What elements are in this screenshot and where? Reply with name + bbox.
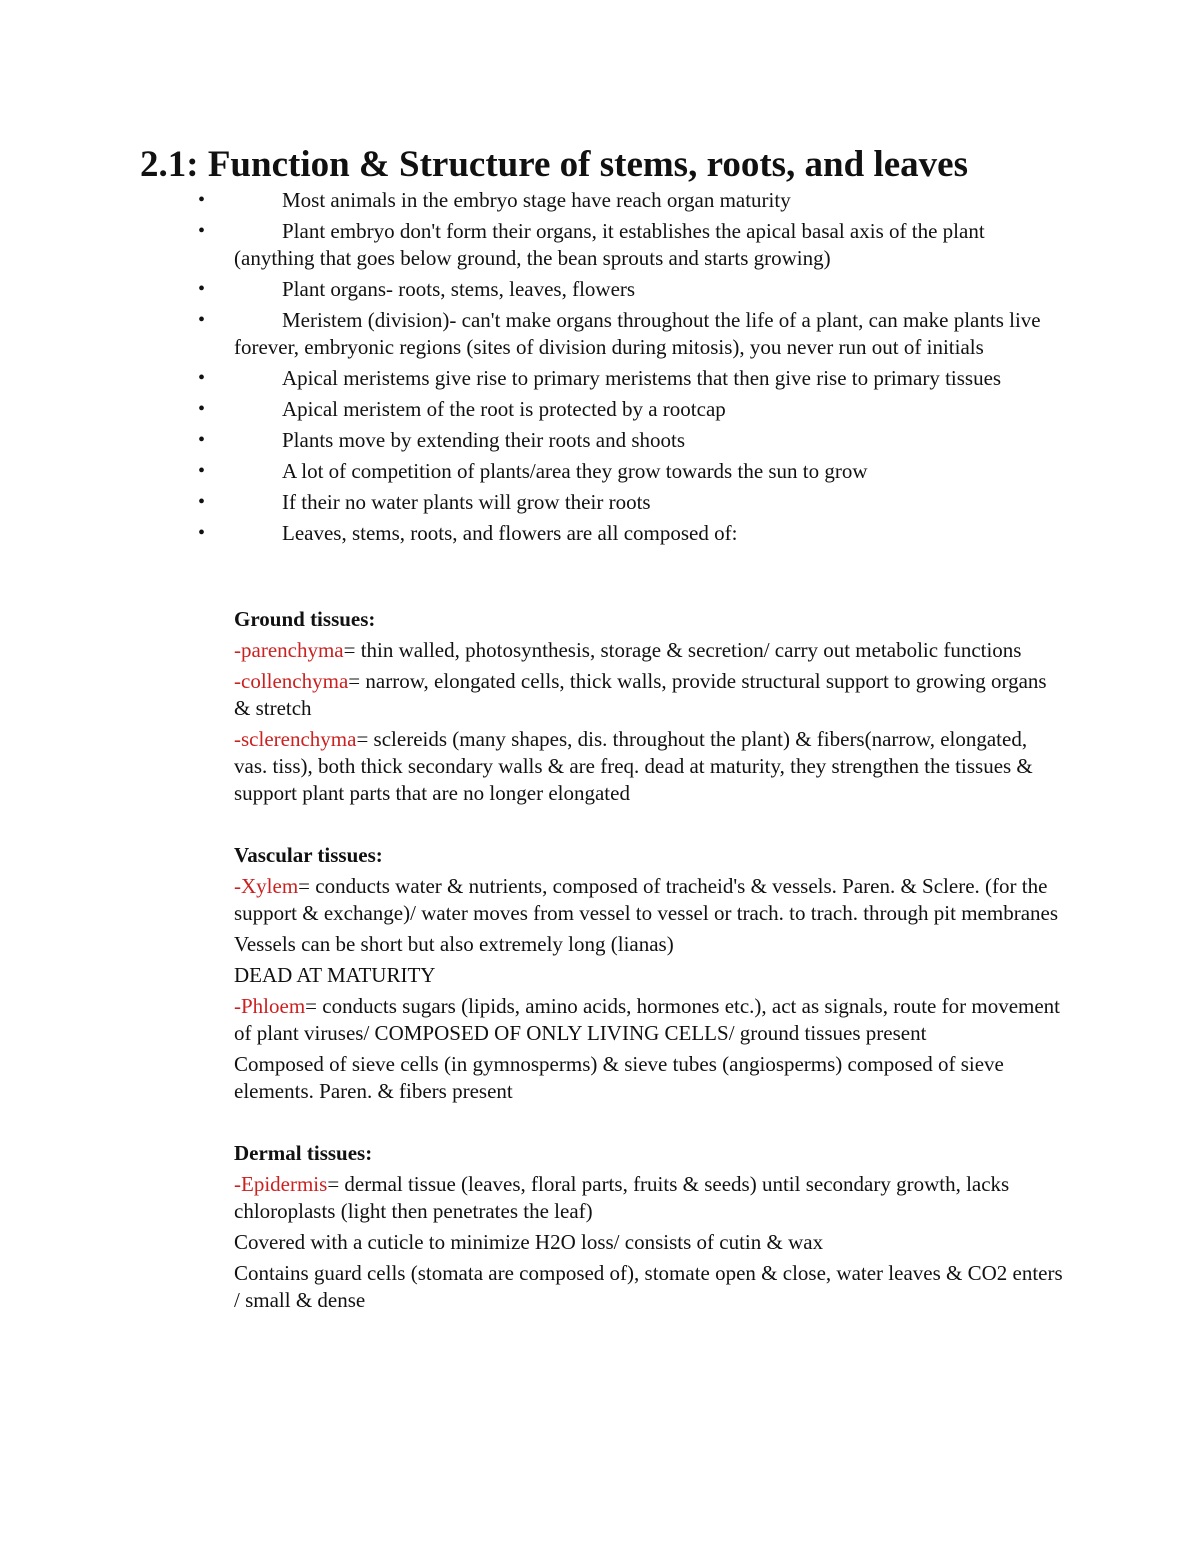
vascular-tissues-section bbox=[234, 842, 1064, 1105]
bullet-text: Most animals in the embryo stage have reach organ maturity bbox=[282, 188, 791, 212]
list-item bbox=[0, 489, 1064, 516]
definition-text: = dermal tissue (leaves, floral parts, fruits & seeds) until secondary growth, lacks chloroplasts (light then penetrates the leaf) bbox=[234, 1172, 1010, 1223]
phloem-definition bbox=[234, 993, 1064, 1047]
term-phloem: Phloem bbox=[241, 994, 306, 1018]
page-title: 2.1: Function & Structure of stems, roots, and leaves bbox=[140, 144, 968, 185]
term-dash: - bbox=[234, 874, 241, 898]
list-item bbox=[0, 458, 1064, 485]
epidermis-definition bbox=[234, 1171, 1064, 1225]
list-item bbox=[0, 396, 1064, 423]
bullet-icon: • bbox=[198, 460, 206, 482]
list-item bbox=[0, 365, 1064, 392]
term-epidermis: Epidermis bbox=[241, 1172, 328, 1196]
bullet-text: A lot of competition of plants/area they grow towards the sun to grow bbox=[282, 459, 868, 483]
list-item bbox=[0, 276, 1064, 303]
bullet-text: Apical meristems give rise to primary meristems that then give rise to primary tissues bbox=[282, 366, 1002, 390]
spacer bbox=[234, 811, 1064, 842]
bullet-icon: • bbox=[198, 220, 206, 242]
bullet-text: If their no water plants will grow their roots bbox=[282, 490, 651, 514]
bullet-text: Apical meristem of the root is protected by a rootcap bbox=[282, 397, 726, 421]
dermal-tissues-heading: Dermal tissues: bbox=[234, 1141, 373, 1165]
term-xylem: Xylem bbox=[241, 874, 299, 898]
bullet-icon: • bbox=[198, 278, 206, 300]
bullet-icon: • bbox=[198, 491, 206, 513]
definition-text: = sclereids (many shapes, dis. throughout the plant) & fibers(narrow, elongated, vas. tiss), both thick secondary walls & are freq. dead at maturity, they strengthen the tissues & support plant parts that are no longer elongated bbox=[234, 727, 1033, 805]
sclerenchyma-definition bbox=[234, 726, 1064, 807]
term-dash: - bbox=[234, 669, 241, 693]
bullet-icon: • bbox=[198, 522, 206, 544]
bullet-text: Plant embryo don't form their organs, it establishes the apical basal axis of the plant (anything that goes below ground, the bean sprouts and starts growing) bbox=[234, 219, 985, 270]
list-item bbox=[0, 520, 1064, 547]
collenchyma-definition bbox=[234, 668, 1064, 722]
bullet-text: Plants move by extending their roots and shoots bbox=[282, 428, 686, 452]
tissue-notes bbox=[234, 606, 1064, 1318]
list-item bbox=[0, 307, 1064, 361]
bullet-text: Meristem (division)- can't make organs throughout the life of a plant, can make plants live forever, embryonic regions (sites of division during mitosis), you never run out of initials bbox=[234, 308, 1041, 359]
bullet-text: Plant organs- roots, stems, leaves, flowers bbox=[282, 277, 636, 301]
epidermis-note: Covered with a cuticle to minimize H2O loss/ consists of cutin & wax bbox=[234, 1230, 824, 1254]
bullet-icon: • bbox=[198, 429, 206, 451]
definition-text: = conducts water & nutrients, composed of tracheid's & vessels. Paren. & Sclere. (for the support & exchange)/ water moves from vessel to vessel or trach. to trach. through pit membranes bbox=[234, 874, 1059, 925]
term-parenchyma: parenchyma bbox=[241, 638, 344, 662]
term-sclerenchyma: sclerenchyma bbox=[241, 727, 357, 751]
spacer bbox=[234, 1109, 1064, 1140]
bullet-text: Leaves, stems, roots, and flowers are all composed of: bbox=[282, 521, 738, 545]
term-dash: - bbox=[234, 638, 241, 662]
term-collenchyma: collenchyma bbox=[241, 669, 349, 693]
list-item bbox=[0, 187, 1064, 214]
list-item bbox=[0, 427, 1064, 454]
phloem-note: Composed of sieve cells (in gymnosperms) & sieve tubes (angiosperms) composed of sieve elements. Paren. & fibers present bbox=[234, 1052, 1004, 1103]
parenchyma-definition bbox=[234, 637, 1064, 664]
bullet-icon: • bbox=[198, 189, 206, 211]
term-dash: - bbox=[234, 727, 241, 751]
bullet-list bbox=[0, 187, 1064, 551]
ground-tissues-section bbox=[234, 606, 1064, 807]
xylem-note: DEAD AT MATURITY bbox=[234, 963, 436, 987]
bullet-icon: • bbox=[198, 367, 206, 389]
dermal-tissues-section bbox=[234, 1140, 1064, 1314]
vascular-tissues-heading: Vascular tissues: bbox=[234, 843, 383, 867]
list-item bbox=[0, 218, 1064, 272]
term-dash: - bbox=[234, 1172, 241, 1196]
bullet-icon: • bbox=[198, 398, 206, 420]
bullet-icon: • bbox=[198, 309, 206, 331]
definition-text: = conducts sugars (lipids, amino acids, hormones etc.), act as signals, route for movement of plant viruses/ COMPOSED OF ONLY LIVING CELLS/ ground tissues present bbox=[234, 994, 1061, 1045]
definition-text: = thin walled, photosynthesis, storage & secretion/ carry out metabolic functions bbox=[343, 638, 1022, 662]
xylem-note: Vessels can be short but also extremely long (lianas) bbox=[234, 932, 674, 956]
epidermis-note: Contains guard cells (stomata are composed of), stomate open & close, water leaves & CO2 enters / small & dense bbox=[234, 1261, 1063, 1312]
term-dash: - bbox=[234, 994, 241, 1018]
ground-tissues-heading: Ground tissues: bbox=[234, 607, 376, 631]
definition-text: = narrow, elongated cells, thick walls, provide structural support to growing organs & stretch bbox=[234, 669, 1047, 720]
xylem-definition bbox=[234, 873, 1064, 927]
